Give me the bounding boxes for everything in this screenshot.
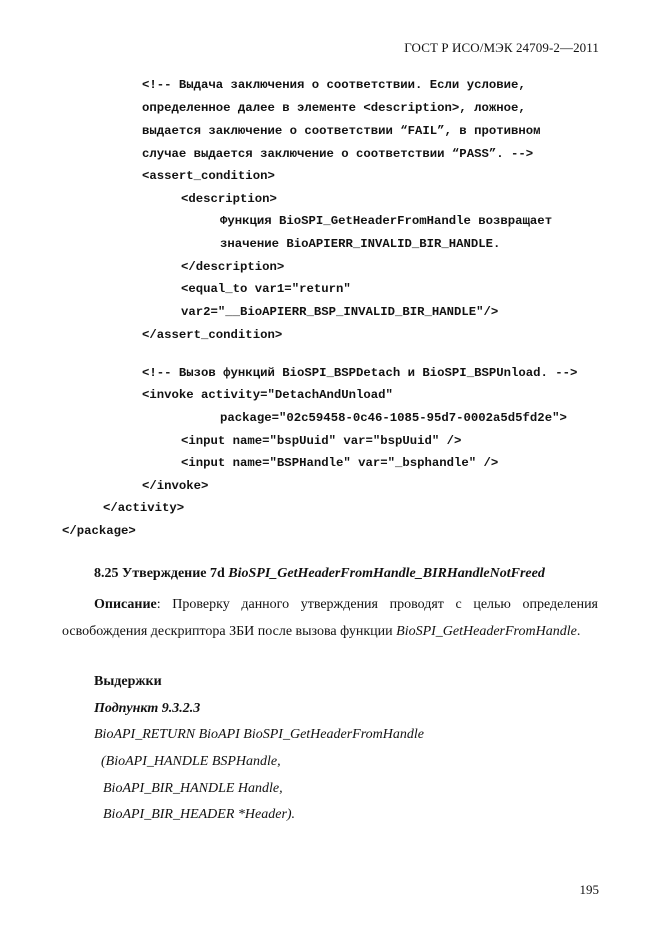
description-paragraph: [62, 592, 598, 645]
code-line: </assert_condition>: [142, 328, 283, 342]
description-function: BioSPI_GetHeaderFromHandle: [396, 623, 577, 639]
signature-line: BioAPI_BIR_HEADER *Header).: [103, 807, 296, 822]
code-line: выдается заключение о соответствии “FAIL”, в противном: [142, 124, 541, 138]
code-line: <description>: [181, 192, 277, 206]
code-line: <input name="BSPHandle" var="_bsphandle" />: [181, 456, 499, 470]
signature-line: (BioAPI_HANDLE BSPHandle,: [101, 754, 281, 769]
code-line: случае выдается заключение о соответствии “PASS”. -->: [142, 147, 534, 161]
code-line: </invoke>: [142, 479, 209, 493]
description-end: .: [576, 623, 581, 639]
code-line: <invoke activity="DetachAndUnload": [142, 388, 393, 402]
code-line: <equal_to var1="return": [181, 282, 351, 296]
assertion-name: BioSPI_GetHeaderFromHandle_BIRHandleNotFreed: [228, 566, 545, 581]
page-number: 195: [579, 882, 599, 897]
description-text: : Проверку данного утверждения проводят с целью определения освобождения дескриптора ЗБИ после вызова функции: [62, 597, 598, 639]
code-line: var2="__BioAPIERR_BSP_INVALID_BIR_HANDLE"/>: [181, 305, 499, 319]
signature-line: BioAPI_BIR_HANDLE Handle,: [103, 781, 283, 796]
code-line: </activity>: [103, 501, 185, 515]
section-title: [94, 566, 545, 582]
code-line: <assert_condition>: [142, 169, 275, 183]
code-line: <input name="bspUuid" var="bspUuid" />: [181, 434, 462, 448]
code-line: определенное далее в элементе <description>, ложное,: [142, 101, 526, 115]
signature-line: BioAPI_RETURN BioAPI BioSPI_GetHeaderFromHandle: [94, 727, 424, 742]
section-number: 8.25 Утверждение 7d: [94, 566, 229, 581]
excerpts-heading: Выдержки: [94, 674, 162, 689]
code-line: </description>: [181, 260, 285, 274]
code-line: package="02c59458-0c46-1085-95d7-0002a5d5fd2e">: [220, 411, 567, 425]
code-line: значение BioAPIERR_INVALID_BIR_HANDLE.: [220, 237, 501, 251]
code-line: </package>: [62, 524, 136, 538]
code-line: <!-- Выдача заключения о соответствии. Если условие,: [142, 78, 526, 92]
code-line: <!-- Вызов функций BioSPI_BSPDetach и BioSPI_BSPUnload. -->: [142, 366, 578, 380]
subclause-heading: Подпункт 9.3.2.3: [94, 701, 201, 716]
description-label: Описание: [94, 597, 157, 612]
document-header: ГОСТ Р ИСО/МЭК 24709-2—2011: [404, 40, 599, 55]
code-line: Функция BioSPI_GetHeaderFromHandle возвращает: [220, 214, 553, 228]
